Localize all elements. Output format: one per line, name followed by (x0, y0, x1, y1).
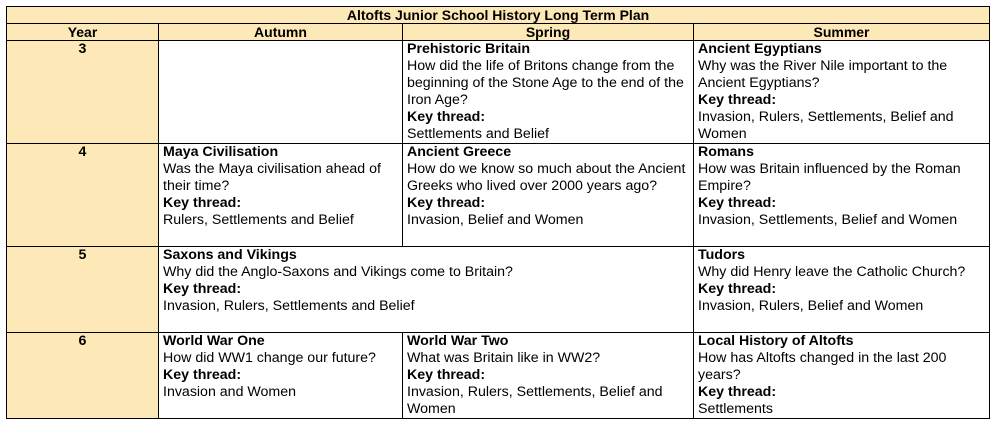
page-title: Altofts Junior School History Long Term Plan (7, 7, 990, 24)
table-row-year-6 (7, 333, 990, 419)
enquiry-question: How was Britain influenced by the Roman Empire? (698, 161, 961, 194)
key-thread-label: Key thread: (698, 281, 777, 297)
autumn-cell-empty (159, 41, 403, 144)
title-row (7, 7, 990, 24)
key-thread-value: Invasion and Women (163, 384, 297, 400)
spring-cell (403, 41, 694, 144)
key-thread-value: Rulers, Settlements and Belief (163, 212, 354, 228)
header-row (7, 24, 990, 41)
key-thread-label: Key thread: (163, 281, 242, 297)
enquiry-question: How has Altofts changed in the last 200 years? (698, 350, 947, 383)
header-autumn: Autumn (159, 24, 403, 41)
enquiry-question: How did WW1 change our future? (163, 350, 376, 366)
topic-title: Local History of Altofts (698, 333, 854, 349)
topic-title: Tudors (698, 247, 746, 263)
key-thread-label: Key thread: (163, 195, 242, 211)
key-thread-value: Invasion, Belief and Women (407, 212, 584, 228)
enquiry-question: Why did Henry leave the Catholic Church? (698, 264, 966, 280)
header-spring: Spring (403, 24, 694, 41)
topic-title: Ancient Egyptians (698, 41, 822, 57)
topic-title: Romans (698, 144, 754, 160)
summer-cell (694, 144, 990, 247)
key-thread-label: Key thread: (698, 384, 777, 400)
key-thread-value: Settlements (698, 401, 773, 417)
summer-cell (694, 247, 990, 333)
key-thread-value: Invasion, Rulers, Settlements, Belief and Women (407, 384, 663, 417)
topic-title: Ancient Greece (407, 144, 512, 160)
year-cell: 5 (7, 247, 159, 333)
key-thread-value: Invasion, Rulers, Settlements, Belief and Women (698, 109, 954, 142)
key-thread-label: Key thread: (163, 367, 242, 383)
topic-title: World War Two (407, 333, 509, 349)
topic-title: Saxons and Vikings (163, 247, 297, 263)
key-thread-label: Key thread: (407, 109, 486, 125)
key-thread-value: Invasion, Settlements, Belief and Women (698, 212, 958, 228)
year-cell: 6 (7, 333, 159, 419)
enquiry-question: Why did the Anglo-Saxons and Vikings come to Britain? (163, 264, 513, 280)
key-thread-label: Key thread: (698, 92, 777, 108)
year-cell: 3 (7, 41, 159, 144)
summer-cell (694, 41, 990, 144)
enquiry-question: Was the Maya civilisation ahead of their time? (163, 161, 381, 194)
table-row-year-3 (7, 41, 990, 144)
header-summer: Summer (694, 24, 990, 41)
year-cell: 4 (7, 144, 159, 247)
autumn-cell (159, 144, 403, 247)
autumn-cell (159, 333, 403, 419)
key-thread-label: Key thread: (407, 367, 486, 383)
enquiry-question: Why was the River Nile important to the Ancient Egyptians? (698, 58, 948, 91)
key-thread-value: Settlements and Belief (407, 126, 549, 142)
key-thread-value: Invasion, Rulers, Belief and Women (698, 298, 924, 314)
summer-cell (694, 333, 990, 419)
long-term-plan-table (6, 6, 990, 419)
topic-title: Prehistoric Britain (407, 41, 530, 57)
autumn-spring-cell (159, 247, 694, 333)
key-thread-value: Invasion, Rulers, Settlements and Belief (163, 298, 415, 314)
spring-cell (403, 144, 694, 247)
table-row-year-5 (7, 247, 990, 333)
enquiry-question: How do we know so much about the Ancient Greeks who lived over 2000 years ago? (407, 161, 686, 194)
key-thread-label: Key thread: (407, 195, 486, 211)
spring-cell (403, 333, 694, 419)
header-year: Year (7, 24, 159, 41)
key-thread-label: Key thread: (698, 195, 777, 211)
table-row-year-4 (7, 144, 990, 247)
topic-title: World War One (163, 333, 265, 349)
enquiry-question: How did the life of Britons change from the beginning of the Stone Age to the end of the Iron Age? (407, 58, 684, 108)
topic-title: Maya Civilisation (163, 144, 279, 160)
enquiry-question: What was Britain like in WW2? (407, 350, 601, 366)
